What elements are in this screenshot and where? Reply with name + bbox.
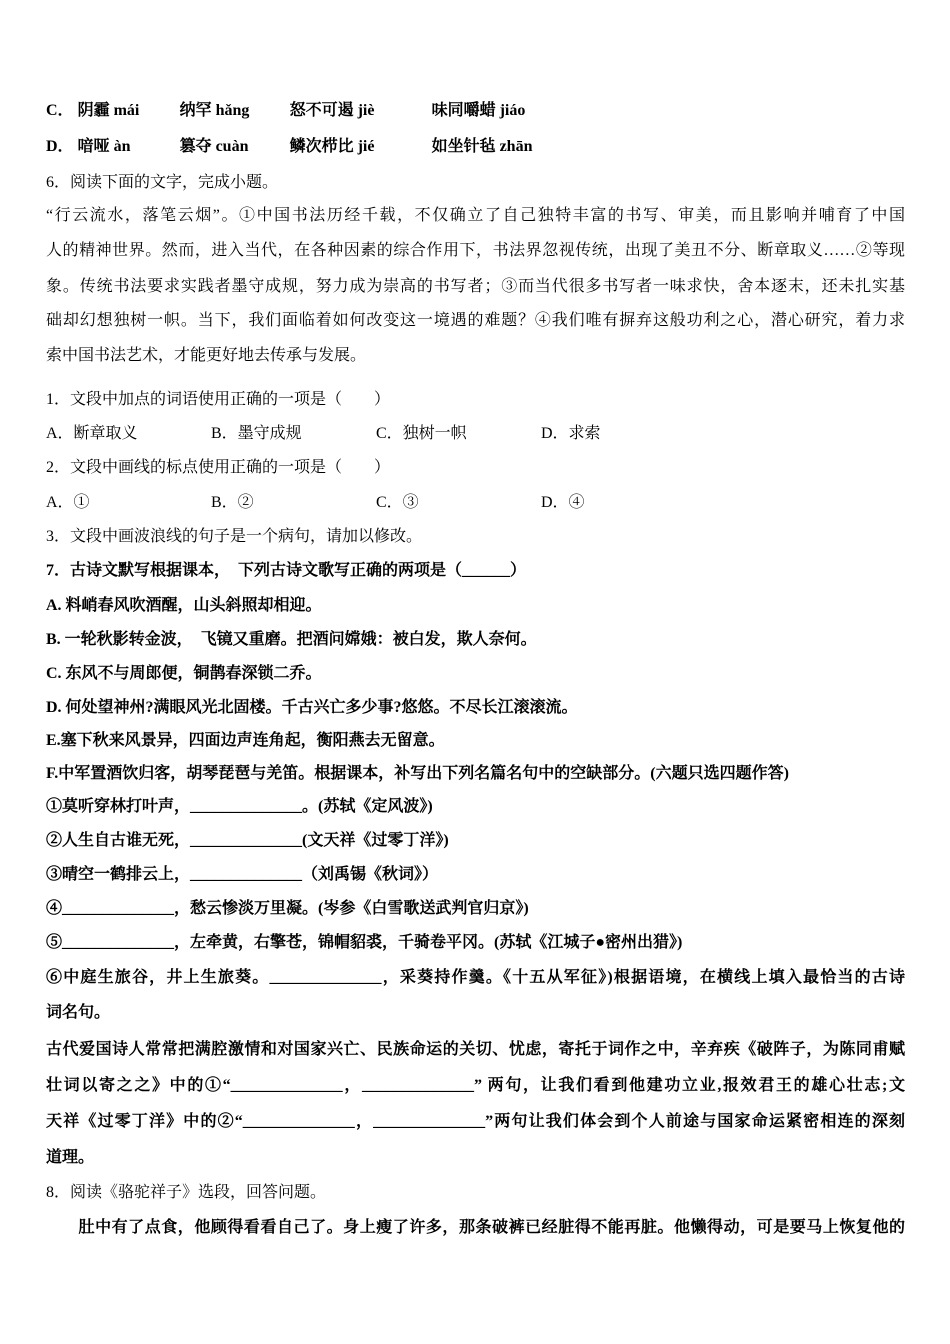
- q7-line: 壮词以寄之之》中的①“______________，______________” 两句，让我们看到他建功立业,报效君王的雄心壮志;文: [46, 1077, 905, 1094]
- word: 怒不可遏 jiè: [289, 102, 375, 119]
- word: 纳罕 hǎng: [179, 102, 250, 119]
- q6-intro: 6．阅读下面的文字，完成小题。: [46, 174, 279, 191]
- option-a: A．断章取义: [46, 425, 138, 442]
- option-d: D．求索: [541, 425, 601, 442]
- q6-sub1-options: [46, 424, 601, 444]
- q7-line: B. 一轮秋影转金波， 飞镜又重磨。把酒问嫦娥：被白发，欺人奈何。: [46, 631, 537, 648]
- q6-sub1-question: 1．文段中加点的词语使用正确的一项是（ ）: [46, 391, 391, 408]
- option-b: B．②: [211, 494, 254, 511]
- passage-line: 础却幻想独树一帜。当下，我们面临着如何改变这一境遇的难题？④我们唯有摒弃这般功利之心，潜心研究，着力求: [46, 312, 905, 329]
- q7-line: ⑤______________，左牵黄，右擎苍，锦帽貂裘，千骑卷平冈。(苏轼《江城子●密州出猎》): [46, 934, 683, 951]
- q8-passage-line: 肚中有了点食，他顾得看看自己了。身上瘦了许多，那条破裤已经脏得不能再脏。他懒得动，可是要马上恢复他的: [62, 1219, 905, 1236]
- passage-line: 人的精神世界。然而，进入当代，在各种因素的综合作用下，书法界忽视传统，出现了美丑不分、断章取义……②等现: [46, 242, 905, 259]
- word: 味同嚼蜡 jiáo: [431, 102, 526, 119]
- q7-title: 7．古诗文默写根据课本， 下列古诗文歌写正确的两项是（______）: [46, 562, 527, 579]
- word: 如坐针毡 zhān: [431, 138, 533, 155]
- option-c: C．③: [376, 494, 419, 511]
- passage-line: 索中国书法艺术，才能更好地去传承与发展。: [46, 347, 367, 364]
- q7-line: C. 东风不与周郎便，铜鹊春深锁二乔。: [46, 665, 322, 682]
- q5-option-d: [46, 137, 532, 157]
- q6-sub2-question: 2．文段中画线的标点使用正确的一项是（ ）: [46, 459, 391, 476]
- q7-line: ①莫听穿林打叶声，______________。(苏轼《定风波》): [46, 798, 433, 815]
- option-d: D．④: [541, 494, 585, 511]
- q5-option-c: [46, 101, 525, 121]
- passage-line: “行云流水，落笔云烟”。①中国书法历经千载，不仅确立了自己独特丰富的书写、审美，而且影响并哺育了中国: [46, 207, 905, 224]
- word: 鳞次栉比 jié: [289, 138, 375, 155]
- q8-intro: 8．阅读《骆驼祥子》选段，回答问题。: [46, 1184, 327, 1201]
- word: 篡夺 cuàn: [179, 138, 249, 155]
- q7-line: 天祥《过零丁洋》中的②“______________，______________”两句让我们体会到个人前途与国家命运紧密相连的深刻: [46, 1113, 905, 1130]
- q7-line: ③晴空一鹤排云上，______________（刘禹锡《秋词》）: [46, 866, 439, 883]
- word: 阴霾 mái: [77, 102, 140, 119]
- q7-line: ④______________，愁云惨淡万里凝。(岑参《白雪歌送武判官归京》): [46, 900, 529, 917]
- q7-line: ⑥中庭生旅谷，井上生旅葵。______________，采葵持作羹。《十五从军征》)根据语境，在横线上填入最恰当的古诗: [46, 969, 905, 986]
- option-letter: D．: [46, 138, 74, 155]
- q7-line: D. 何处望神州?满眼风光北固楼。千古兴亡多少事?悠悠。不尽长江滚滚流。: [46, 699, 578, 716]
- q7-line: A. 料峭春风吹酒醒，山头斜照却相迎。: [46, 597, 322, 614]
- option-b: B．墨守成规: [211, 425, 302, 442]
- q7-line: F.中军置酒饮归客，胡琴琵琶与羌笛。根据课本，补写出下列名篇名句中的空缺部分。(六题只选四题作答): [46, 765, 789, 782]
- q7-line: 词名句。: [46, 1004, 111, 1021]
- passage-line: 象。传统书法要求实践者墨守成规，努力成为崇高的书写者；③而当代很多书写者一味求快，舍本逐末，还未扎实基: [46, 278, 905, 295]
- word: 喑哑 àn: [77, 138, 131, 155]
- q7-line: E.塞下秋来风景异，四面边声连角起，衡阳燕去无留意。: [46, 732, 445, 749]
- q6-sub2-options: [46, 493, 585, 513]
- option-letter: C．: [46, 102, 74, 119]
- q7-line: 古代爱国诗人常常把满腔激情和对国家兴亡、民族命运的关切、忧虑，寄托于词作之中，辛弃疾《破阵子，为陈同甫赋: [46, 1041, 905, 1058]
- q7-line: ②人生自古谁无死，______________(文天祥《过零丁洋》): [46, 832, 449, 849]
- q7-line: 道理。: [46, 1149, 95, 1166]
- option-a: A．①: [46, 494, 90, 511]
- option-c: C．独树一帜: [376, 425, 467, 442]
- q6-sub3-question: 3．文段中画波浪线的句子是一个病句，请加以修改。: [46, 528, 423, 545]
